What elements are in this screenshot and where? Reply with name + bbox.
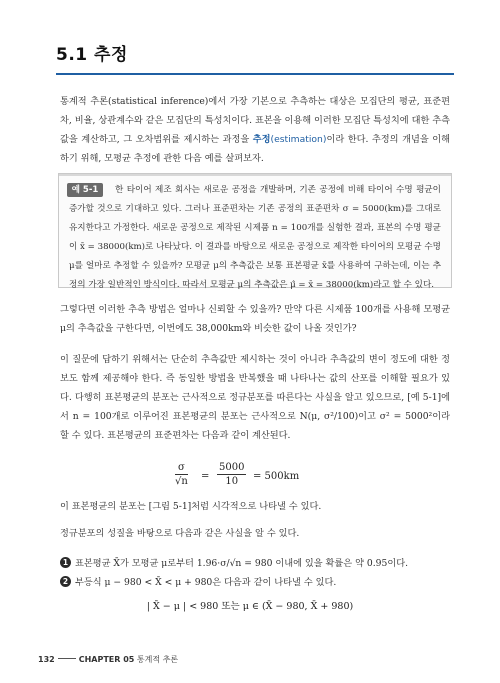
intro-paragraph bbox=[60, 92, 450, 168]
formula-numerator-1: σ bbox=[175, 461, 188, 475]
section-heading bbox=[56, 40, 454, 75]
list-item bbox=[60, 575, 450, 591]
footer-divider bbox=[58, 658, 76, 659]
formula-numerator-2: 5000 bbox=[219, 462, 245, 473]
section-title: 5.1 추정 bbox=[56, 45, 128, 65]
section-title-rule bbox=[56, 73, 454, 75]
sigma-over-root-n bbox=[175, 461, 188, 488]
confidence-interval-formula: | X̄ − μ | < 980 또는 μ ∈ (X̄ − 980, X̄ + 980) bbox=[146, 601, 354, 612]
item-marker: 2 bbox=[60, 576, 71, 587]
example-badge: 예 5-1 bbox=[67, 183, 103, 197]
figure-reference-paragraph: 이 표본평균의 분포는 [그림 5-1]처럼 시각적으로 나타낼 수 있다. bbox=[60, 501, 322, 512]
variability-paragraph: 이 질문에 답하기 위해서는 단순히 추측값만 제시하는 것이 아니라 추측값의 변이 정도에 대한 정보도 함께 제공해야 한다. 즉 동일한 방법을 반복했을 때 나타나는 값의 산포를 이해할 필요가 있다. 다행히 표본평균의 분포는 근사적으로 정규분포를 따른다는 사실을 알고 있으므로, [예 5-1]에서 n = 100개로 이루어진 표본평균의 분포는 근사적으로 N(μ, σ²/100)이고 σ² = 5000²이라 할 수 있다. 표본평균의 표준편차는 다음과 같이 계산된다. bbox=[60, 354, 450, 441]
estimation-keyword: 추정 bbox=[252, 134, 271, 145]
5000-over-10 bbox=[217, 461, 246, 488]
intro-text-part2: 이라 한다. 추정의 개념을 이해하기 위해, 모평균 추정에 관한 다음 예를 살펴보자. bbox=[60, 134, 450, 164]
standard-error-formula bbox=[175, 461, 325, 495]
formula-denominator-2: 10 bbox=[225, 476, 239, 487]
intro-text-part1: 통계적 추론(statistical inference)에서 가장 기본으로 추측하는 대상은 모집단의 평균, 표준편차, 비율, 상관계수와 같은 모집단의 특성치이다. 표본을 이용해 이러한 모집단 특성치에 대한 추측값을 계산하고, 그 오차범위를 제시하는 과정을 bbox=[60, 96, 450, 145]
estimation-keyword-english: (estimation) bbox=[270, 134, 327, 145]
reliability-question-paragraph: 그렇다면 이러한 추측 방법은 얼마나 신뢰할 수 있을까? 만약 다른 시제품 100개를 사용해 모평균 μ의 추측값을 구한다면, 이번에도 38,000km와 비슷한 값이 나올 것인가? bbox=[60, 304, 450, 334]
formula-equals-1: = bbox=[201, 471, 210, 482]
example-box bbox=[58, 173, 452, 288]
normal-property-paragraph: 정규분포의 성질을 바탕으로 다음과 같은 사실을 알 수 있다. bbox=[60, 528, 300, 539]
item-marker: 1 bbox=[60, 557, 71, 568]
page-number: 132 bbox=[38, 655, 55, 664]
formula-denominator-1: √n bbox=[175, 476, 188, 487]
example-text: 한 타이어 제조 회사는 새로운 공정을 개발하며, 기존 공정에 비해 타이어 수명 평균이 증가할 것으로 기대하고 있다. 그러나 표준편차는 기존 공정의 표준편차 σ = 5000(km)를 그대로 유지한다고 가정한다. 새로운 공정으로 제작된 시제품 n = 100개를 실험한 결과, 표본의 수명 평균이 x̄ = 38000(km)로 나타났다. 이 결과를 바탕으로 새로운 공정으로 제작한 타이어의 모평균 수명 μ를 얼마로 추정할 수 있을까? 모평균 μ의 추측값은 보통 표본평균 x̄를 사용하여 구하는데, 이는 추정의 가장 일반적인 방식이다. 따라서 모평균 μ의 추측값은 μ̂ = x̄ = 38000(km)라고 할 수 있다. bbox=[69, 185, 441, 290]
list-item bbox=[60, 556, 450, 572]
page-footer bbox=[38, 654, 178, 665]
formula-result: = 500km bbox=[253, 471, 300, 482]
item-text: 부등식 μ − 980 < X̄ < μ + 980은 다음과 같이 나타낼 수 있다. bbox=[75, 577, 337, 588]
chapter-title: 통계적 추론 bbox=[136, 655, 179, 664]
item-text: 표본평균 X̄가 모평균 μ로부터 1.96·σ/√n = 980 이내에 있을 확률은 약 0.95이다. bbox=[75, 558, 409, 569]
chapter-label: CHAPTER 05 bbox=[78, 655, 135, 664]
